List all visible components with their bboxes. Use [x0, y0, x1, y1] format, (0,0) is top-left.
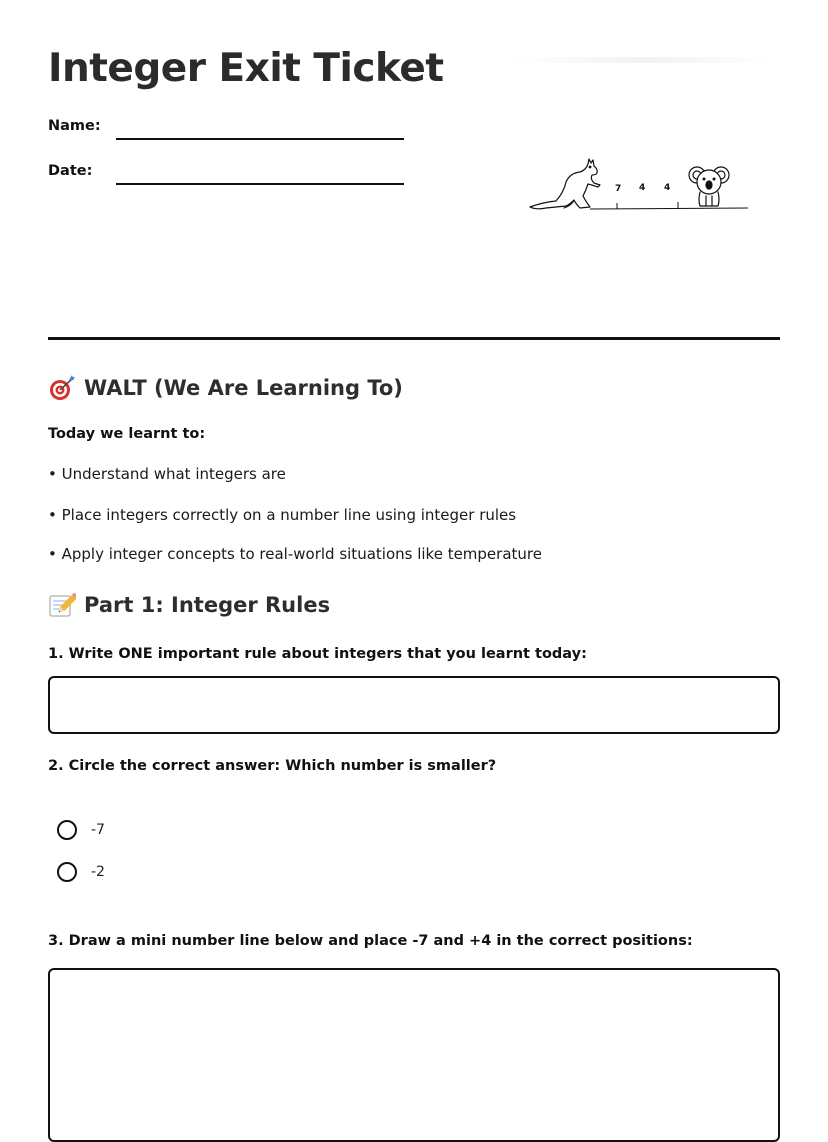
koala-icon	[689, 167, 729, 206]
walt-bullet: • Place integers correctly on a number line using integer rules	[48, 506, 517, 524]
part1-heading-text: Part 1: Integer Rules	[84, 593, 331, 617]
illustration-number: 4	[639, 183, 646, 193]
walt-bullet: • Apply integer concepts to real-world situations like temperature	[48, 545, 542, 563]
section-divider	[48, 337, 780, 340]
walt-bullet: • Understand what integers are	[48, 465, 286, 483]
date-label: Date:	[48, 163, 93, 179]
date-field[interactable]	[116, 183, 404, 185]
radio-button[interactable]	[57, 862, 77, 882]
illustration-number: 7	[615, 184, 622, 194]
question-1: 1. Write ONE important rule about integers that you learnt today:	[48, 646, 587, 662]
question-3: 3. Draw a mini number line below and place -7 and +4 in the correct positions:	[48, 933, 693, 949]
option-row[interactable]	[57, 862, 105, 882]
walt-heading	[48, 375, 403, 401]
number-line	[590, 202, 748, 209]
option-row[interactable]	[57, 820, 105, 840]
question-2: 2. Circle the correct answer: Which number is smaller?	[48, 758, 497, 774]
name-label: Name:	[48, 118, 101, 134]
question-3-drawing-box[interactable]	[48, 968, 780, 1142]
option-label: -2	[91, 864, 105, 880]
decorative-band	[512, 57, 776, 63]
number-line-illustration	[526, 152, 752, 216]
direct-hit-target-icon	[48, 375, 76, 401]
part1-heading	[48, 592, 330, 618]
page-title: Integer Exit Ticket	[48, 46, 444, 91]
walt-intro: Today we learnt to:	[48, 426, 206, 442]
option-label: -7	[91, 822, 105, 838]
walt-heading-text: WALT (We Are Learning To)	[84, 376, 403, 400]
memo-pencil-icon	[48, 592, 76, 618]
kangaroo-icon	[530, 159, 600, 209]
question-1-answer-box[interactable]	[48, 676, 780, 734]
radio-button[interactable]	[57, 820, 77, 840]
name-field[interactable]	[116, 138, 404, 140]
illustration-number: 4	[664, 183, 671, 193]
